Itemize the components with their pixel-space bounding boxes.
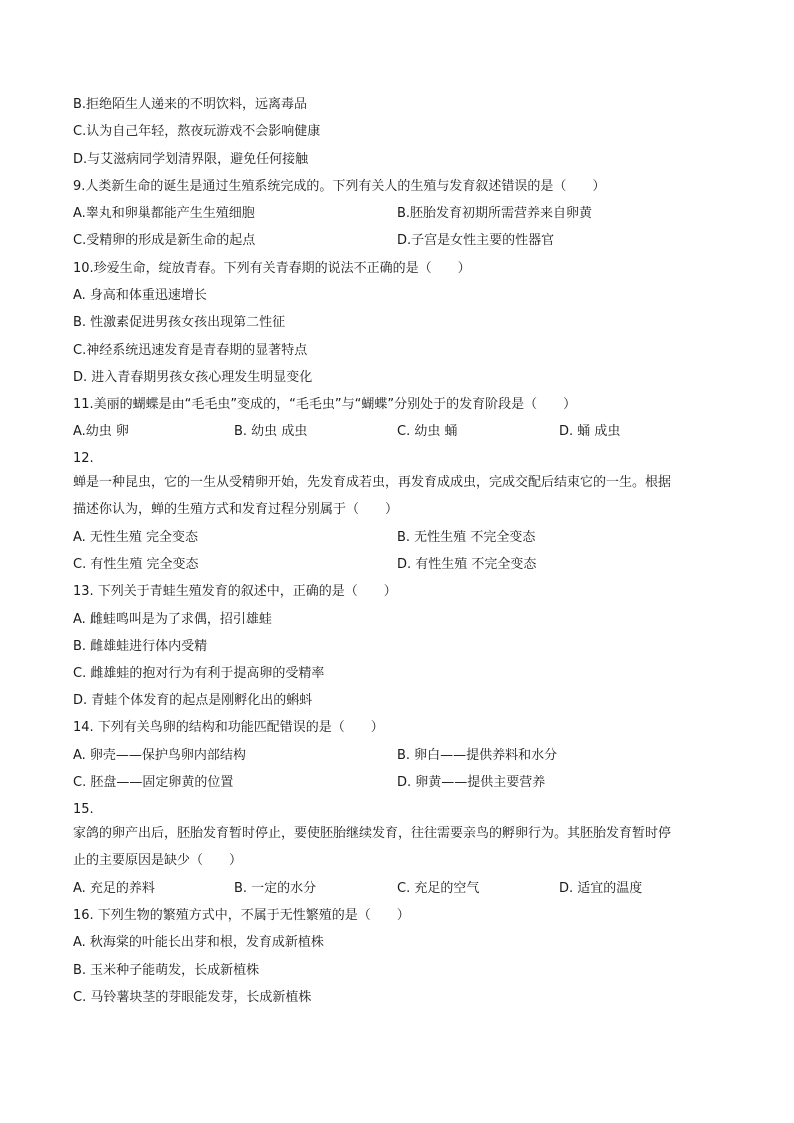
q14-option-c: C. 胚盘——固定卵黄的位置: [73, 775, 234, 790]
q13-option-c: C. 雌雄蛙的抱对行为有利于提高卵的受精率: [73, 666, 325, 681]
q15-stem-line1: 家鸽的卵产出后，胚胎发育暂时停止，要使胚胎继续发育，往往需要亲鸟的孵卵行为。其胚胎发育暂时停: [73, 826, 672, 841]
q10-stem: 10.珍爱生命，绽放青春。下列有关青春期的说法不正确的是（ ）: [73, 261, 471, 276]
q9-option-c: C.受精卵的形成是新生命的起点: [73, 233, 256, 248]
q16-option-c: C. 马铃薯块茎的芽眼能发芽，长成新植株: [73, 990, 312, 1005]
q10-option-a: A. 身高和体重迅速增长: [73, 288, 207, 303]
q12-option-a: A. 无性生殖 完全变态: [73, 530, 199, 545]
q14-option-b: B. 卵白——提供养料和水分: [397, 748, 558, 763]
q16-stem: 16. 下列生物的繁殖方式中，不属于无性繁殖的是（ ）: [73, 908, 410, 923]
q15-option-d: D. 适宜的温度: [559, 881, 643, 896]
q12-number: 12.: [73, 451, 94, 466]
q9-option-d: D.子宫是女性主要的性器官: [397, 233, 555, 248]
q15-option-c: C. 充足的空气: [397, 881, 480, 896]
q9-stem: 9.人类新生命的诞生是通过生殖系统完成的。下列有关人的生殖与发育叙述错误的是（ ）: [73, 179, 606, 194]
q12-stem-line1: 蝉是一种昆虫，它的一生从受精卵开始，先发育成若虫，再发育成成虫，完成交配后结束它的一生。根据: [73, 475, 672, 490]
q12-option-d: D. 有性生殖 不完全变态: [397, 557, 537, 572]
q14-option-d: D. 卵黄——提供主要营养: [397, 775, 546, 790]
q15-stem-line2: 止的主要原因是缺少（ ）: [73, 853, 243, 868]
q16-option-b: B. 玉米种子能萌发，长成新植株: [73, 963, 260, 978]
q10-option-b: B. 性激素促进男孩女孩出现第二性征: [73, 315, 286, 330]
q10-option-d: D. 进入青春期男孩女孩心理发生明显变化: [73, 370, 313, 385]
q10-option-c: C.神经系统迅速发育是青春期的显著特点: [73, 343, 308, 358]
q12-option-c: C. 有性生殖 完全变态: [73, 557, 199, 572]
q11-option-a: A.幼虫 卵: [73, 424, 129, 439]
q13-stem: 13. 下列关于青蛙生殖发育的叙述中，正确的是（ ）: [73, 584, 397, 599]
q12-stem-line2: 描述你认为，蝉的生殖方式和发育过程分别属于（ ）: [73, 502, 399, 517]
q14-option-a: A. 卵壳——保护鸟卵内部结构: [73, 748, 246, 763]
q15-option-a: A. 充足的养料: [73, 881, 155, 896]
q11-option-c: C. 幼虫 蛹: [397, 424, 458, 439]
q11-option-b: B. 幼虫 成虫: [234, 424, 308, 439]
q13-option-a: A. 雌蛙鸣叫是为了求偶，招引雄蛙: [73, 612, 272, 627]
q8-option-c: C.认为自己年轻，熬夜玩游戏不会影响健康: [73, 124, 321, 139]
q15-option-b: B. 一定的水分: [234, 881, 317, 896]
q13-option-b: B. 雌雄蛙进行体内受精: [73, 639, 208, 654]
q13-option-d: D. 青蛙个体发育的起点是刚孵化出的蝌蚪: [73, 693, 313, 708]
q11-option-d: D. 蛹 成虫: [559, 424, 621, 439]
q12-option-b: B. 无性生殖 不完全变态: [397, 530, 536, 545]
q9-option-b: B.胚胎发育初期所需营养来自卵黄: [397, 206, 593, 221]
q14-stem: 14. 下列有关鸟卵的结构和功能匹配错误的是（ ）: [73, 720, 384, 735]
q8-option-d: D.与艾滋病同学划清界限，避免任何接触: [73, 152, 309, 167]
q16-option-a: A. 秋海棠的叶能长出芽和根，发育成新植株: [73, 935, 324, 950]
q15-number: 15.: [73, 802, 94, 817]
q8-option-b: B.拒绝陌生人递来的不明饮料，远离毒品: [73, 97, 308, 112]
q11-stem: 11.美丽的蝴蝶是由“毛毛虫”变成的，“毛毛虫”与“蝴蝶”分别处于的发育阶段是（ ）: [73, 397, 577, 412]
q9-option-a: A.睾丸和卵巢都能产生生殖细胞: [73, 206, 255, 221]
